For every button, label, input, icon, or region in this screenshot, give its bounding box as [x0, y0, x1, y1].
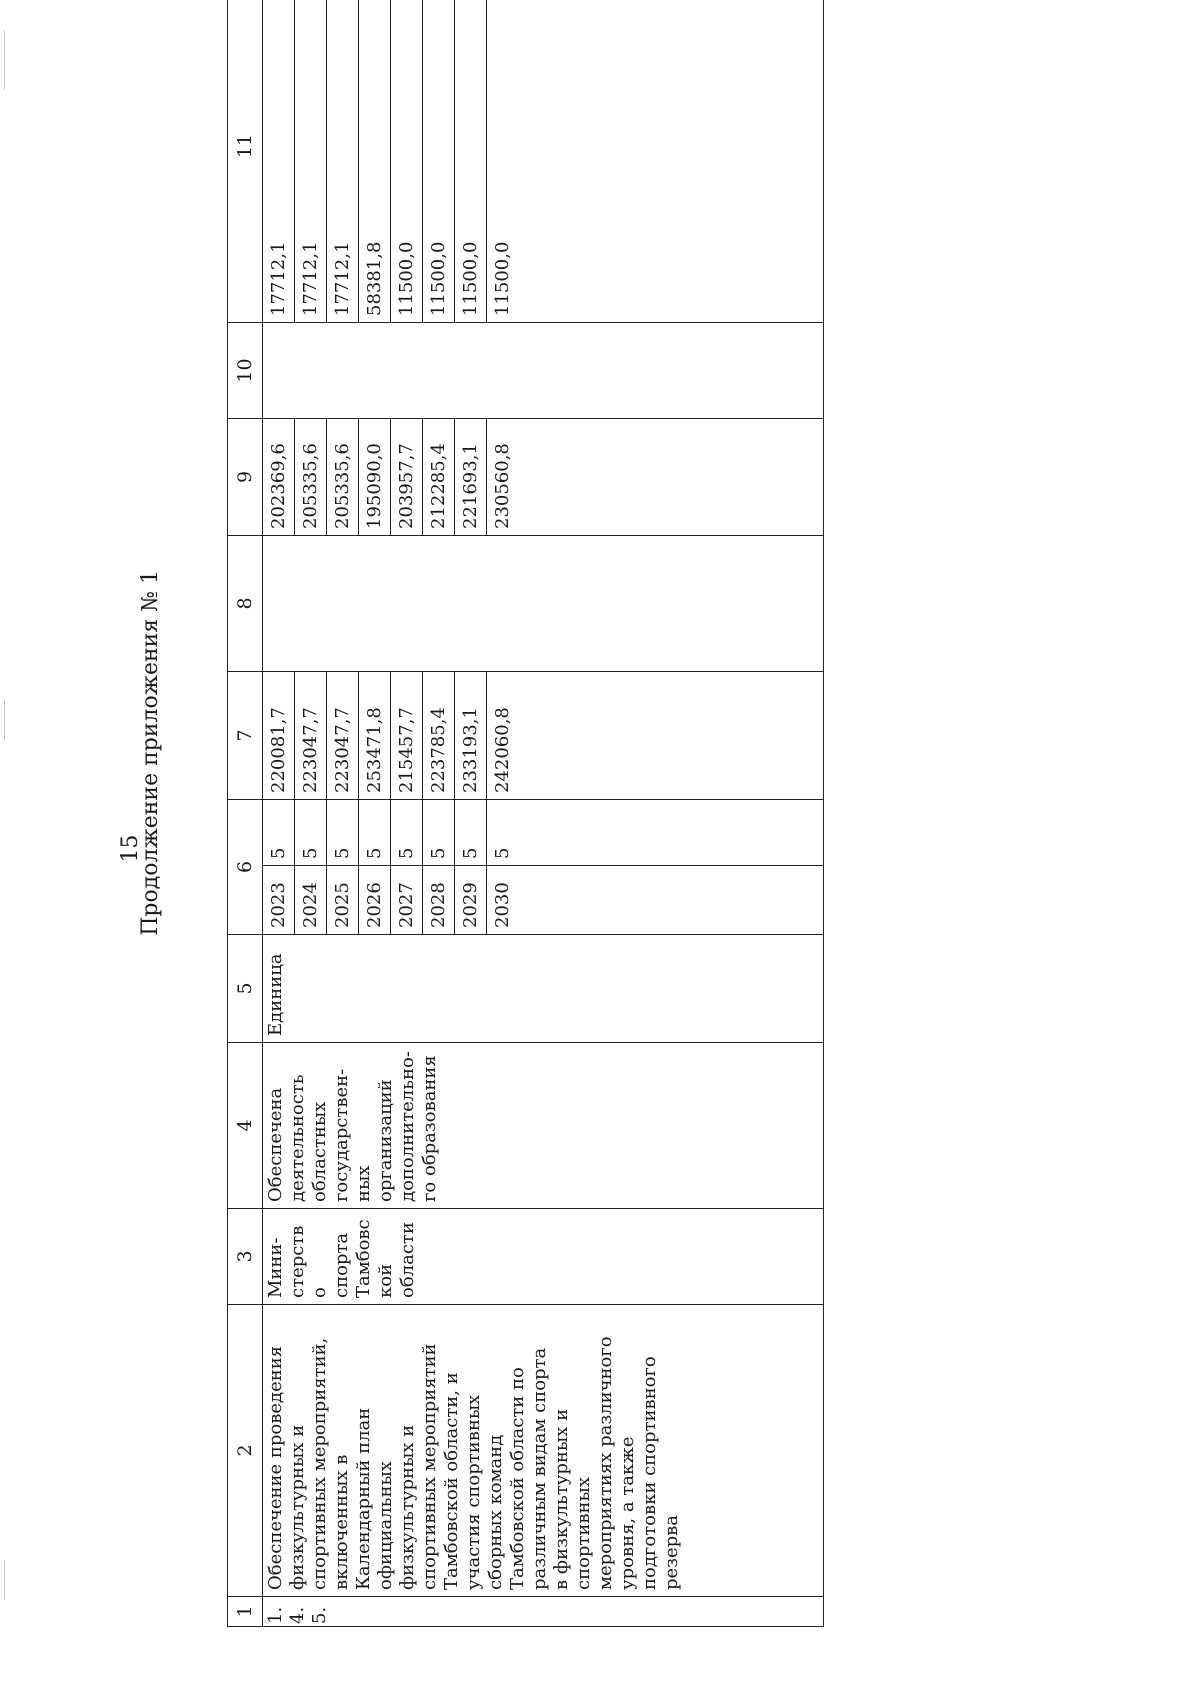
- col10-value: [294, 323, 325, 418]
- executor-line: области: [397, 1222, 418, 1298]
- activity-name-line: резерва: [661, 1514, 682, 1590]
- header-row: [228, 0, 263, 1627]
- expected-result: [263, 1043, 443, 1208]
- cell-years-values: [263, 800, 824, 935]
- years-column: [263, 865, 823, 934]
- col8-column: [263, 536, 824, 672]
- col7-value: 215457,7: [391, 672, 423, 799]
- col-header-5: 5: [228, 935, 263, 1043]
- executor-line: стерство: [287, 1225, 330, 1298]
- year-cell: 2027: [391, 866, 423, 934]
- activity-name: [263, 1305, 685, 1596]
- activity-name-line: спортивных мероприятий: [419, 1343, 440, 1590]
- col6-value: 5: [455, 800, 487, 865]
- col-header-9: 9: [228, 419, 263, 536]
- col10-value: [325, 323, 356, 418]
- col10-column: [263, 323, 824, 419]
- col-header-3: 3: [228, 1209, 263, 1305]
- year-cell: 2028: [423, 866, 455, 934]
- activity-name-line: физкультурных и: [287, 1424, 308, 1590]
- col10-value: [387, 323, 418, 418]
- result-line: Обеспечена: [265, 1087, 286, 1202]
- activity-name-line: уровня, а также: [617, 1436, 638, 1590]
- col8-value: [418, 536, 449, 671]
- col-header-10: 10: [228, 323, 263, 419]
- col11-value: 11500,0: [391, 0, 423, 322]
- activity-name-line: физкультурных и: [397, 1424, 418, 1590]
- executor-line: спорта: [331, 1232, 352, 1298]
- activity-name-line: Тамбовской области по: [507, 1367, 528, 1590]
- col6-value: 5: [359, 800, 391, 865]
- cell-number: [263, 1597, 824, 1627]
- col8-value: [263, 536, 294, 671]
- activity-name-line: Обеспечение проведения: [265, 1345, 286, 1590]
- row-number: 1.4.5.: [265, 1606, 330, 1624]
- col10-value: [263, 323, 294, 418]
- result-line: деятельность: [287, 1074, 308, 1202]
- col10-value: [480, 323, 511, 418]
- col8-value: [449, 536, 480, 671]
- col6-value: 5: [492, 847, 513, 859]
- executor: [263, 1209, 421, 1304]
- year-cell: 2024: [295, 866, 327, 934]
- activity-name-line: включенных в: [331, 1454, 352, 1590]
- col7-value: 223047,7: [327, 672, 359, 799]
- activity-name-line: участия спортивных: [463, 1394, 484, 1590]
- activity-name-line: спортивных: [573, 1476, 594, 1590]
- year-cell: 2023: [263, 866, 295, 934]
- activity-name-line: спортивных мероприятий,: [309, 1337, 330, 1590]
- cell-unit: [263, 935, 824, 1043]
- col10-value: [356, 323, 387, 418]
- result-line: областных: [309, 1101, 330, 1202]
- activity-name-line: различным видам спорта: [529, 1347, 550, 1590]
- unit: Единица: [265, 953, 286, 1036]
- result-line: дополнительно-: [397, 1051, 418, 1202]
- col9-value: 203957,7: [391, 419, 423, 535]
- result-line: ных: [353, 1165, 374, 1202]
- col6-column: [263, 800, 823, 865]
- col9-value: 205335,6: [327, 419, 359, 535]
- col6-value: 5: [327, 800, 359, 865]
- col9-value: 212285,4: [423, 419, 455, 535]
- executor-line: Мини-: [265, 1237, 286, 1298]
- col-header-11: 11: [228, 0, 263, 323]
- col10-value: [418, 323, 449, 418]
- cell-activity-name: [263, 1305, 824, 1597]
- col7-value: 220081,7: [263, 672, 295, 799]
- year-cell: 2026: [359, 866, 391, 934]
- activity-name-line: сборных команд: [485, 1434, 506, 1590]
- col9-column: [263, 419, 824, 536]
- col9-value: 195090,0: [359, 419, 391, 535]
- col7-value: 253471,8: [359, 672, 391, 799]
- col-header-7: 7: [228, 672, 263, 800]
- activity-name-line: подготовки спортивного: [639, 1356, 660, 1590]
- col11-value: 17712,1: [327, 0, 359, 322]
- budget-table: [227, 0, 824, 1627]
- col11-value: 11500,0: [492, 241, 513, 316]
- col7-value: 242060,8: [492, 707, 513, 793]
- year-cell: 2025: [327, 866, 359, 934]
- year-cell: 2030: [492, 882, 513, 928]
- col11-value: 58381,8: [359, 0, 391, 322]
- col-header-8: 8: [228, 536, 263, 672]
- col-header-1: 1: [228, 1597, 263, 1627]
- page-number: 15: [118, 834, 143, 863]
- col8-value: [480, 536, 511, 671]
- col11-value: 17712,1: [263, 0, 295, 322]
- col8-value: [294, 536, 325, 671]
- col8-value: [387, 536, 418, 671]
- cell-executor: [263, 1209, 824, 1305]
- col6-value: 5: [263, 800, 295, 865]
- activity-name-line: в физкультурных и: [551, 1408, 572, 1590]
- result-line: го образования: [419, 1055, 440, 1202]
- year-cell: 2029: [455, 866, 487, 934]
- col11-value: 11500,0: [455, 0, 487, 322]
- col7-value: 223047,7: [295, 672, 327, 799]
- cell-result: [263, 1043, 824, 1209]
- col6-value: 5: [295, 800, 327, 865]
- col7-column: [263, 672, 824, 800]
- continuation-caption: Продолжение приложения № 1: [138, 570, 163, 936]
- col11-value: 11500,0: [423, 0, 455, 322]
- activity-name-line: официальных: [375, 1461, 396, 1590]
- col7-value: 233193,1: [455, 672, 487, 799]
- result-line: организаций: [375, 1079, 396, 1202]
- col6-value: 5: [423, 800, 455, 865]
- col9-value: 221693,1: [455, 419, 487, 535]
- table-row: [263, 0, 824, 1627]
- activity-name-line: мероприятиях различного: [595, 1336, 616, 1590]
- activity-name-line: Календарный план: [353, 1407, 374, 1590]
- col10-value: [449, 323, 480, 418]
- executor-line: Тамбовской: [353, 1219, 396, 1298]
- col9-value: 230560,8: [492, 443, 513, 529]
- col-header-4: 4: [228, 1043, 263, 1209]
- col-header-2: 2: [228, 1305, 263, 1597]
- col-header-6: 6: [228, 800, 263, 935]
- col8-value: [325, 536, 356, 671]
- col8-value: [356, 536, 387, 671]
- col6-value: 5: [391, 800, 423, 865]
- result-line: государствен-: [331, 1068, 352, 1202]
- col9-value: 205335,6: [295, 419, 327, 535]
- col9-value: 202369,6: [263, 419, 295, 535]
- col7-value: 223785,4: [423, 672, 455, 799]
- col11-value: 17712,1: [295, 0, 327, 322]
- activity-name-line: Тамбовской области, и: [441, 1372, 462, 1590]
- col11-column: [263, 0, 824, 323]
